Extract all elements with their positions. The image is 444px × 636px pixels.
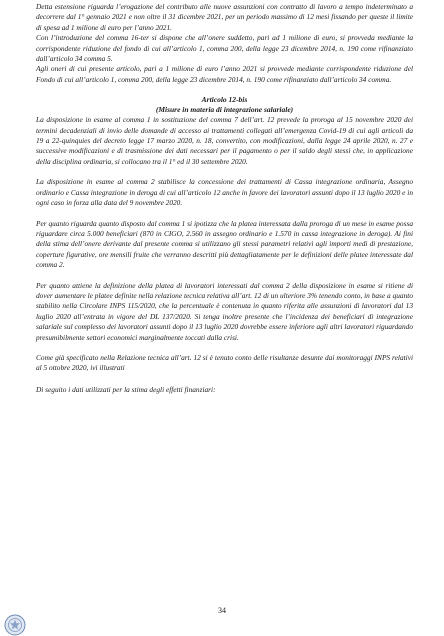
paragraph-oneri: Agli oneri di cui presente articolo, pari a 1 milione di euro l’anno 2021 si provvede mediante corrispondente riduzione del Fondo di cui all’articolo 1, comma 200, della legge 23 dicembre 2014, n. 190 come rifinanziato dall’articolo 34 comma. <box>36 64 413 84</box>
page-number: 34 <box>218 606 226 615</box>
paragraph-contribution-extension: Detta estensione riguarda l’erogazione del contributo alle nuove assunzioni con contratto di lavoro a tempo indeterminato a decorrere dal 1° gennaio 2021 e non oltre il 31 dicembre 2021, per un periodo massimo di 12 mesi fissando per queste il limite di spesa ad 1 milione di euro per l’anno 2021. <box>36 2 413 32</box>
paragraph-comma-16-ter: Con l’introduzione del comma 16-ter si dispone che all’onere suddetto, pari ad 1 milione di euro, si provveda mediante la corrispondente riduzione del fondo di cui all’articolo 1, comma 200, della legge 23 dicembre 2014, n. 190 come rifinanziato dall’articolo 34 comma 5. <box>36 33 413 64</box>
paragraph-platea-comma-1: Per quanto riguarda quanto disposto dal comma 1 si ipotizza che la platea interessata dalla proroga di un mese in esame possa riguardare circa 5.000 beneficiari (870 in CIGO, 2.560 in assegno ordinario e 1.570 in cassa integrazione in deroga). Ai fini della stima dell’onere derivante dal presente comma si utilizzano gli stessi parametri relativi agli importi medi di prestazione, coperture figurative, ore mensili fruite che verranno descritti più dettagliatamente per le definizioni delle platee interessate dal comma 2. <box>36 218 413 270</box>
article-heading <box>36 95 413 115</box>
state-seal-icon <box>4 614 26 636</box>
paragraph-comma-2: La disposizione in esame al comma 2 stabilisce la concessione dei trattamenti di Cassa integrazione ordinaria, Assegno ordinario e Cassa integrazione in deroga di cui all’articolo 12 anche in favore dei lavoratori assunti dopo il 13 luglio 2020 e in ogni caso in forza alla data del 9 novembre 2020. <box>36 177 413 208</box>
document-page <box>36 2 413 395</box>
paragraph-platea-comma-2: Per quanto attiene la definizione della platea di lavoratori interessati dal comma 2 della disposizione in esame si ritiene di dover aumentare le platee definite nella relazione tecnica relativa all’art. 12 di un ulteriore 3% tenendo conto, in base a quanto stabilito nella Circolare INPS 115/2020, che la percentuale è contenuta in quanto riferita alle assunzioni di lavoratori dal 13 luglio 2020 all’entrata in vigore del DL 137/2020. Si tenga inoltre presente che l’incidenza dei beneficiari di integrazione salariale sul complesso dei lavoratori assunti dopo il 13 luglio 2020 dovrebbe essere inferiore agli altri lavoratori riguardando presumibilmente settori economici marginalmente toccati dalla crisi. <box>36 280 413 342</box>
article-title: Articolo 12-bis <box>201 95 248 105</box>
paragraph-monitoraggi: Come già specificato nella Relazione tecnica all’art. 12 si è tenuto conto delle risultanze desunte dai monitoraggi INPS relativi al 5 ottobre 2020, ivi illustrati <box>36 352 413 373</box>
paragraph-dati-stima: Di seguito i dati utilizzati per la stima degli effetti finanziari: <box>36 384 216 394</box>
article-subtitle: (Misure in materia di integrazione salariale) <box>155 105 294 115</box>
paragraph-comma-1: La disposizione in esame al comma 1 in sostituzione del comma 7 dell’art. 12 prevede la proroga al 15 novembre 2020 dei termini decadenziali di invio delle domande di accesso ai trattamenti collegati all’emergenza Covid-19 di cui agli articoli da 19 a 22-quinquies del decreto legge 17 marzo 2020, n. 18, convertito, con modificazioni, dalla legge 24 aprile 2020, n. 27 e successive modificazioni e di trasmissione dei dati necessari per il pagamento o per il saldo degli stessi che, in applicazione della disciplina ordinaria, si collocano tra il 1° ed il 30 settembre 2020. <box>36 115 413 166</box>
